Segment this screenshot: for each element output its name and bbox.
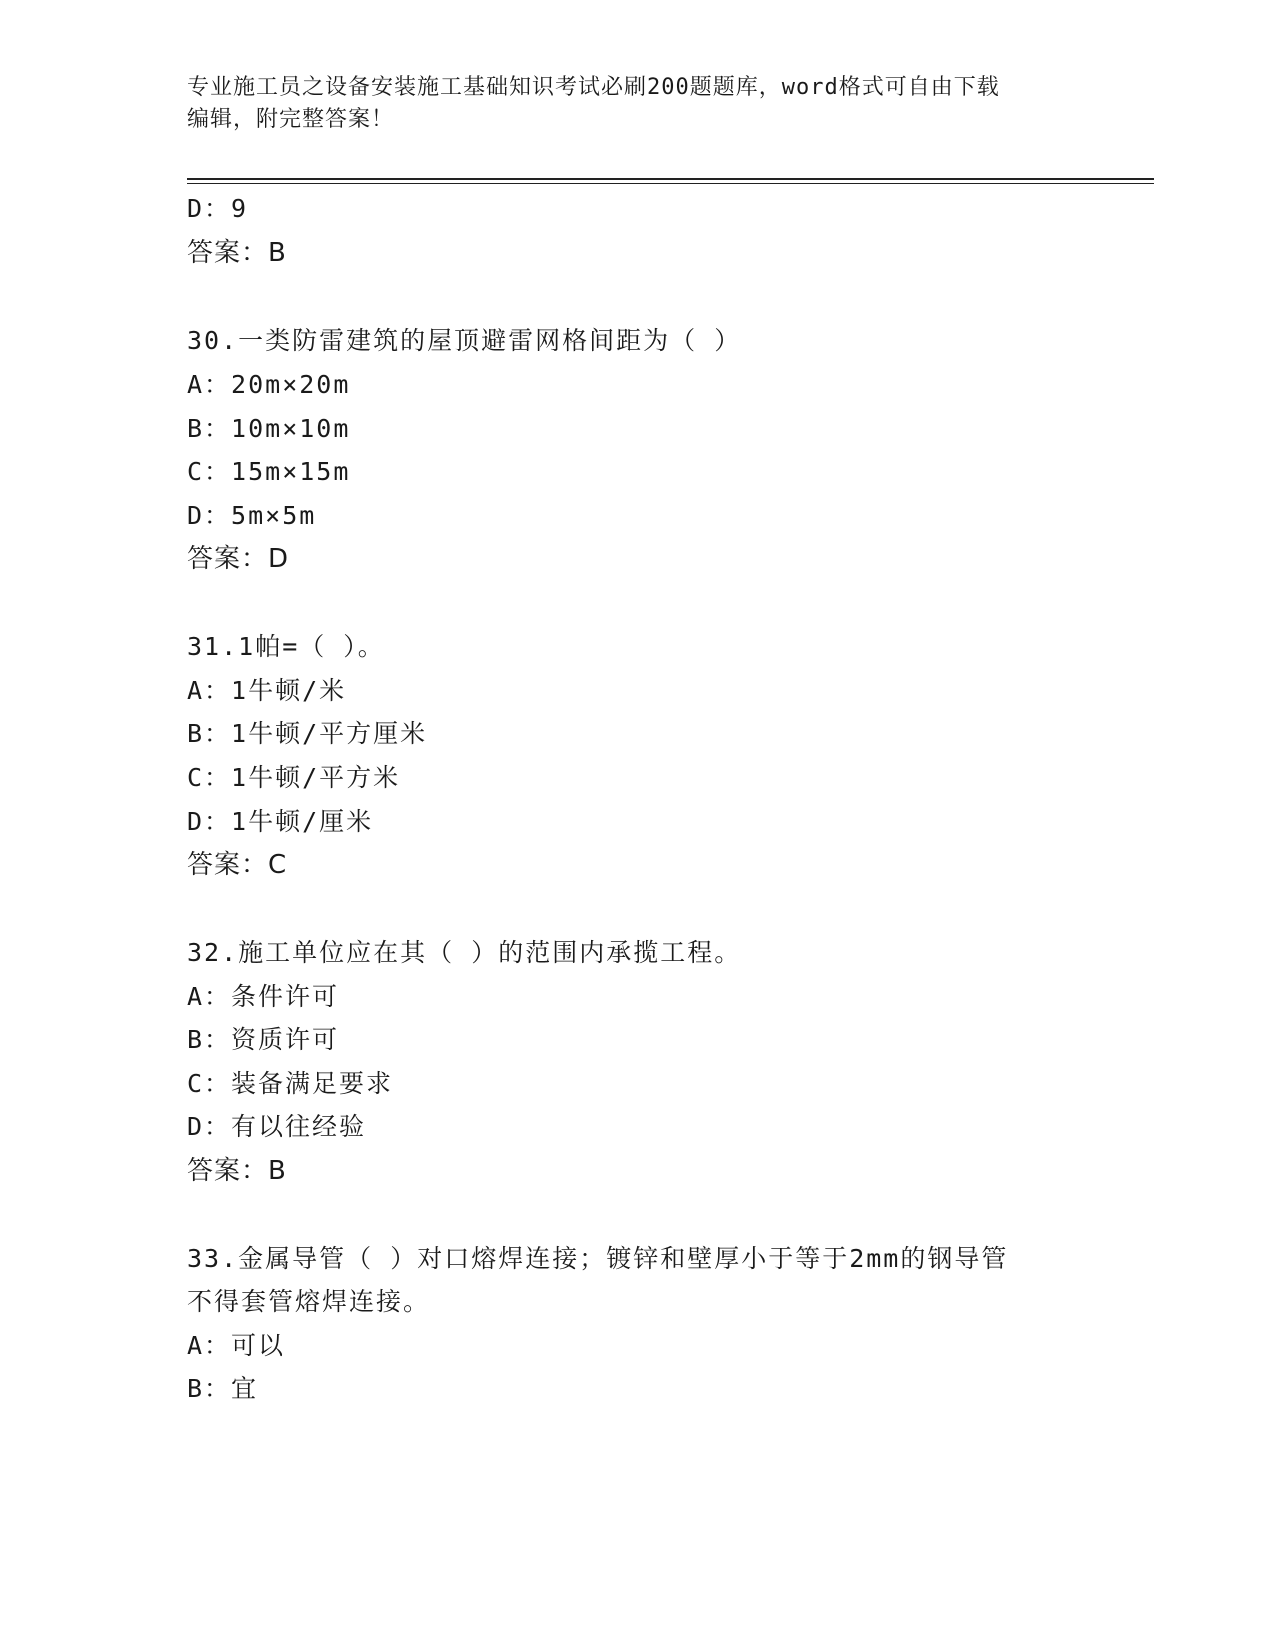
header-title-line-1: 专业施工员之设备安装施工基础知识考试必刷200题题库，word格式可自由下载 [187, 75, 1000, 100]
q31-option-c: C：1牛顿/平方米 [187, 763, 401, 792]
q30-option-d: D：5m×5m [187, 501, 317, 530]
q32-stem: 32.施工单位应在其（ ）的范围内承揽工程。 [187, 938, 742, 967]
q31-option-b: B：1牛顿/平方厘米 [187, 719, 428, 748]
header-title-line-2: 编辑，附完整答案！ [187, 107, 395, 132]
q31-option-a: A：1牛顿/米 [187, 676, 347, 705]
q33-option-a: A：可以 [187, 1331, 286, 1360]
q32-option-c: C：装备满足要求 [187, 1069, 394, 1098]
q32-answer: 答案：B [187, 1156, 287, 1186]
q30-option-c: C：15m×15m [187, 457, 351, 486]
q32-option-d: D：有以往经验 [187, 1112, 367, 1141]
prev-option-d: D：9 [187, 194, 249, 223]
header-divider [187, 178, 1154, 180]
q33-option-b: B：宜 [187, 1374, 259, 1403]
q30-option-b: B：10m×10m [187, 414, 351, 443]
q32-option-b: B：资质许可 [187, 1025, 340, 1054]
q33-stem-line-1: 33.金属导管（ ）对口熔焊连接；镀锌和壁厚小于等于2mm的钢导管 [187, 1244, 1009, 1273]
q31-answer: 答案：C [187, 850, 288, 880]
q30-answer: 答案：D [187, 544, 290, 574]
q31-option-d: D：1牛顿/厘米 [187, 807, 374, 836]
q32-option-a: A：条件许可 [187, 982, 340, 1011]
document-header [187, 72, 1067, 136]
q30-stem: 30.一类防雷建筑的屋顶避雷网格间距为（ ） [187, 326, 742, 355]
header-divider-thin [187, 183, 1154, 184]
q31-stem: 31.1帕=（ ）。 [187, 632, 385, 661]
q33-stem-line-2: 不得套管熔焊连接。 [187, 1287, 431, 1316]
prev-answer: 答案：B [187, 238, 287, 268]
q30-option-a: A：20m×20m [187, 370, 351, 399]
